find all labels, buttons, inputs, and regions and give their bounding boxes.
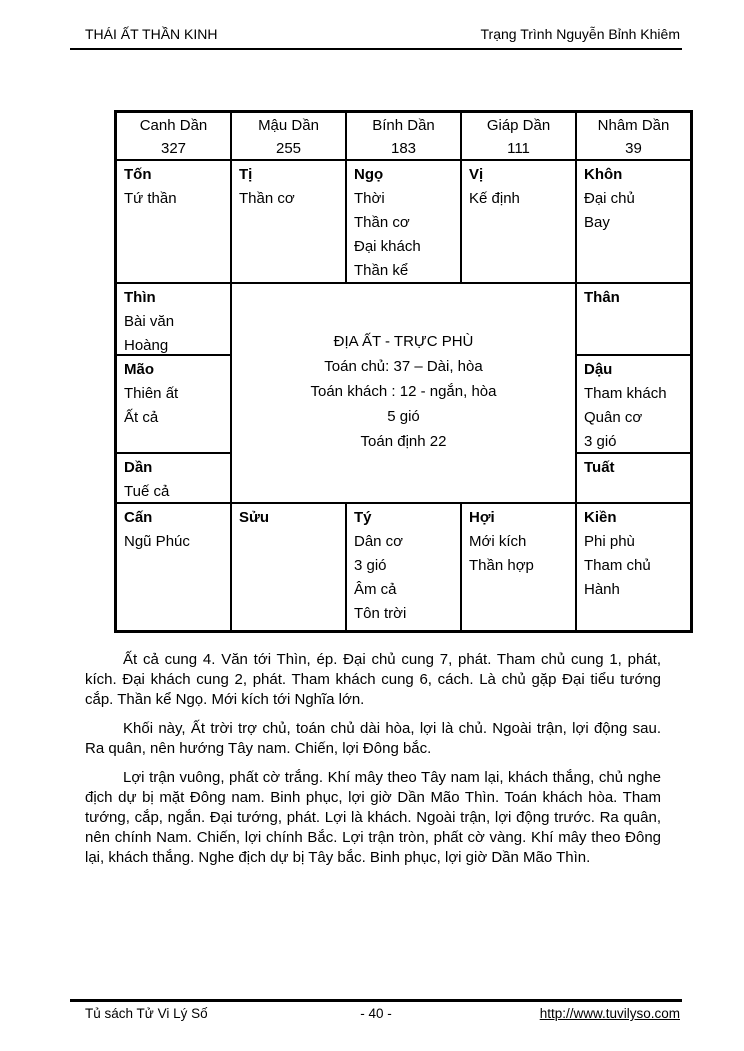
palace-line: Thần cơ (239, 190, 295, 207)
year-name: Nhâm Dần (597, 117, 670, 134)
body-text (85, 650, 661, 877)
palace-line: Phi phù (584, 533, 635, 550)
palace-label: Khôn (584, 166, 623, 183)
year-value: 111 (507, 140, 530, 157)
palace-label: Sửu (239, 509, 270, 526)
palace-cell-hoi (462, 504, 575, 630)
palace-cell-ton (117, 161, 230, 282)
palace-line: Thần cơ (354, 214, 410, 231)
year-name: Giáp Dần (486, 117, 551, 134)
palace-cell-mao (117, 356, 230, 452)
palace-cell-dau (577, 356, 690, 452)
palace-line: Thần kể (354, 262, 409, 279)
year-value: 183 (390, 140, 417, 157)
palace-line: Tham chủ (584, 557, 651, 574)
footer-page-number: - 40 - (360, 1006, 392, 1021)
year-name: Bính Dần (372, 117, 435, 134)
footer-url-link[interactable]: http://www.tuvilyso.com (539, 1006, 680, 1021)
palace-line: Đại chủ (584, 190, 635, 207)
footer-series-title: Tủ sách Tử Vi Lý Số (85, 1006, 208, 1021)
palace-cell-vi (462, 161, 575, 282)
palace-label: Tốn (124, 166, 152, 183)
palace-cell-ti (232, 161, 345, 282)
year-header-cell (347, 113, 460, 159)
page-footer (70, 999, 682, 1021)
palace-cell-ngo (347, 161, 460, 282)
page-header (70, 26, 682, 50)
palace-cell-kien (577, 504, 690, 630)
paragraph: Ất cả cung 4. Văn tới Thìn, ép. Đại chủ cung 7, phát. Tham chủ cung 1, phát, kích. Đại khách cung 2, phát. Tham khách cung 6, cách. Là chủ gặp Đại tiểu tướng cắp. Thần kể Ngọ. Mới kích tới Nghĩa lớn. (85, 651, 661, 708)
center-line: Toán định 22 (360, 433, 447, 450)
paragraph: Khối này, Ất trời trợ chủ, toán chủ dài hòa, lợi là chủ. Ngoài trận, lợi động sau. Ra quân, nên hướng Tây nam. Chiến, lợi Đông bắc. (85, 720, 661, 757)
year-name: Canh Dần (139, 117, 208, 134)
palace-label: Thân (584, 289, 620, 306)
palace-label: Thìn (124, 289, 156, 306)
year-header-cell (462, 113, 575, 159)
palace-line: Ất cả (124, 409, 159, 426)
palace-label: Tuất (584, 459, 615, 476)
palace-line: Thiên ất (124, 385, 179, 402)
palace-line: Hành (584, 581, 620, 598)
year-value: 327 (160, 140, 187, 157)
author-name: Trạng Trình Nguyễn Bỉnh Khiêm (480, 26, 680, 42)
year-header-cell (577, 113, 690, 159)
palace-line: Bài văn (124, 313, 175, 330)
palace-line: Âm cả (354, 581, 397, 598)
year-header-cell (232, 113, 345, 159)
palace-line: Đại khách (354, 238, 421, 255)
paragraph: Lợi trận vuông, phất cờ trắng. Khí mây theo Tây nam lại, khách thắng, chủ nghe địch dự bị mặt Đông nam. Binh phục, lợi giờ Dần Mão Thìn. Toán khách hòa. Tham tướng, cắp, ngắn. Đại tướng, phát. Lợi là khách. Ngoài trận, lợi động trước. Ra quân, nên chính Nam. Chiến, lợi chính Bắc. Lợi trận tròn, phất cờ vàng. Khí mây theo Đông lại, khách thắng. Nghe địch dự bị Tây bắc. Binh phục, lợi giờ Dần Mão Thìn. (85, 769, 661, 866)
palace-label: Mão (124, 361, 154, 378)
board-center-summary (232, 284, 575, 502)
palace-cell-suu (232, 504, 345, 630)
palace-cell-ty (347, 504, 460, 630)
center-line: Toán khách : 12 - ngắn, hòa (310, 383, 497, 400)
palace-label: Tý (354, 509, 372, 526)
palace-label: Tị (239, 166, 253, 183)
palace-label: Dậu (584, 361, 613, 378)
palace-label: Hợi (469, 509, 495, 526)
palace-label: Vị (469, 166, 484, 183)
year-value: 255 (275, 140, 302, 157)
center-line: Toán chủ: 37 – Dài, hòa (324, 358, 483, 375)
palace-line: Thần hợp (469, 557, 534, 574)
palace-line: Thời (354, 190, 385, 207)
palace-line: 3 gió (354, 557, 387, 574)
palace-line: Dân cơ (354, 533, 404, 550)
palace-cell-thin (117, 284, 230, 354)
year-name: Mậu Dần (258, 117, 319, 134)
palace-line: Quân cơ (584, 409, 643, 426)
palace-line: Ngũ Phúc (124, 533, 190, 550)
center-line: 5 gió (387, 408, 420, 425)
palace-line: Mới kích (469, 533, 527, 550)
palace-cell-dan (117, 454, 230, 502)
palace-label: Ngọ (354, 166, 384, 183)
palace-line: Bay (584, 214, 610, 231)
year-header-cell (117, 113, 230, 159)
palace-line: Kế định (469, 190, 520, 207)
palace-label: Cấn (124, 509, 153, 526)
palace-cell-tuat (577, 454, 690, 502)
palace-line: Hoàng (124, 337, 169, 354)
palace-line: Tham khách (584, 385, 667, 402)
palace-line: 3 gió (584, 433, 617, 450)
palace-cell-khon (577, 161, 690, 282)
book-title: THÁI ẤT THẦN KINH (85, 26, 218, 42)
palace-cell-can (117, 504, 230, 630)
palace-cell-than (577, 284, 690, 354)
palace-line: Tôn trời (354, 605, 407, 622)
palace-label: Dần (124, 459, 153, 476)
palace-line: Tứ thần (124, 190, 177, 207)
year-value: 39 (625, 140, 642, 157)
center-title: ĐỊA ẤT - TRỰC PHÙ (333, 333, 474, 350)
palace-label: Kiền (584, 509, 617, 526)
thai-at-board-table (114, 110, 693, 633)
palace-line: Tuế cả (124, 483, 170, 500)
